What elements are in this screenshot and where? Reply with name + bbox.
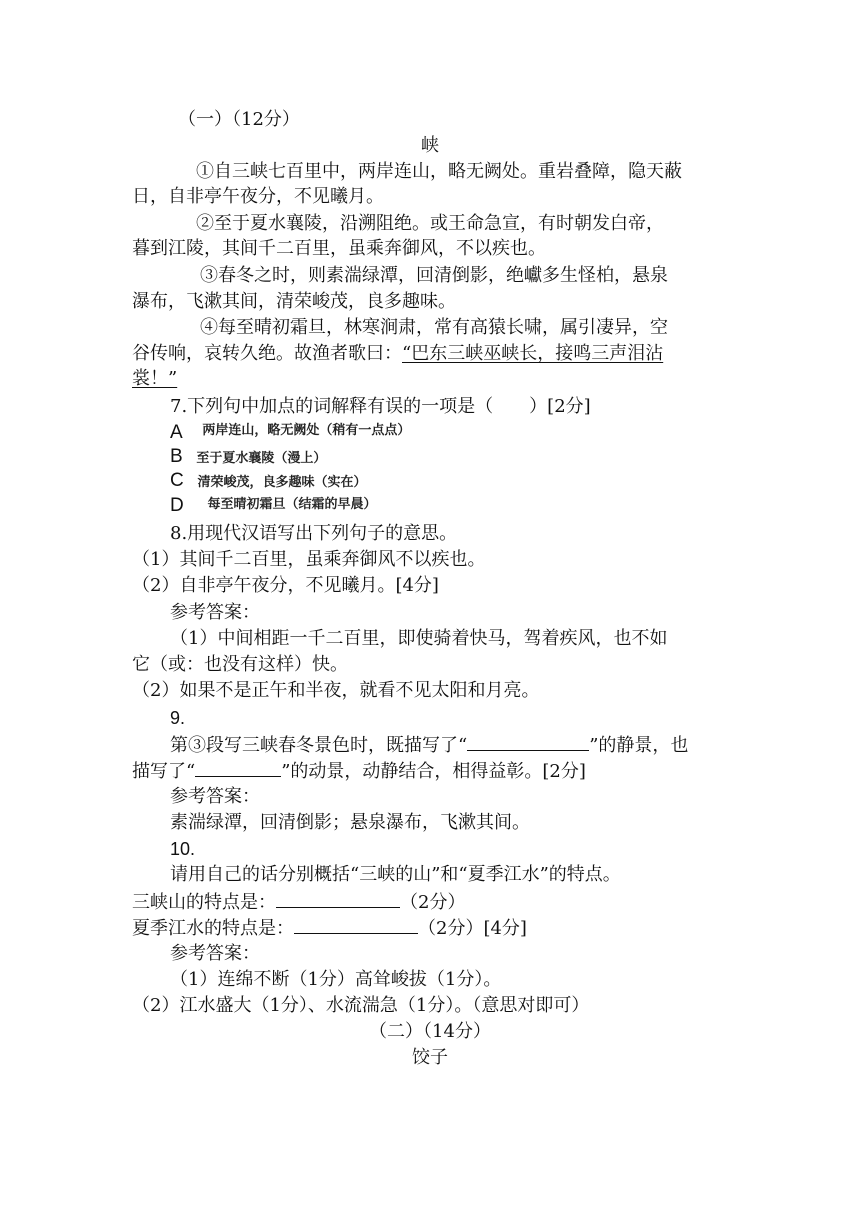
q7-option-a bbox=[170, 421, 410, 447]
q10-text: （2分） bbox=[400, 892, 466, 913]
q9-answer: 素湍绿潭，回清倒影；悬泉瀑布，飞漱其间。 bbox=[170, 812, 530, 833]
passage-p1-line2: 日，自非亭午夜分，不见曦月。 bbox=[132, 186, 384, 207]
option-letter: C bbox=[170, 470, 184, 491]
q8-answer-1-line1: （1）中间相距一千二百里，即使骑着快马，驾着疾风，也不如 bbox=[170, 628, 668, 649]
fisherman-song-end: 裳！” bbox=[132, 368, 178, 389]
answer-blank-4[interactable] bbox=[294, 915, 418, 934]
option-letter: B bbox=[170, 446, 183, 467]
q8-sentence-2: （2）自非亭午夜分，不见曦月。[4分] bbox=[132, 575, 439, 596]
option-text: 清荣峻茂，良多趣味（实在） bbox=[197, 475, 367, 490]
q9-number: 9. bbox=[170, 708, 186, 728]
passage-p1-line1: ①自三峡七百里中，两岸连山，略无阙处。重岩叠障，隐天蔽 bbox=[196, 161, 682, 182]
passage-p4-line2 bbox=[132, 342, 663, 368]
q9-text: ”的静景，也 bbox=[589, 735, 689, 756]
q9-text: 描写了“ bbox=[132, 761, 196, 782]
option-letter: A bbox=[170, 422, 183, 443]
q9-reference-label: 参考答案： bbox=[170, 786, 260, 807]
q10-text: （2分）[4分] bbox=[418, 918, 527, 939]
q10-answer-2: （2）江水盛大（1分）、水流湍急（1分）。（意思对即可） bbox=[132, 995, 590, 1016]
section-heading: （一）（12分） bbox=[178, 109, 300, 130]
q9-stem-line1 bbox=[170, 732, 688, 758]
q10-text: 三峡山的特点是： bbox=[132, 892, 276, 913]
q8-answer-2: （2）如果不是正午和半夜，就看不见太阳和月亮。 bbox=[132, 680, 540, 701]
q10-answer-1: （1）连绵不断（1分）高耸峻拔（1分）。 bbox=[170, 969, 502, 990]
passage-title: 峡 bbox=[421, 135, 439, 156]
q8-reference-label: 参考答案： bbox=[170, 602, 260, 623]
q10-stem: 请用自己的话分别概括“三峡的山”和“夏季江水”的特点。 bbox=[170, 864, 621, 885]
q8-stem: 8.用现代汉语写出下列句子的意思。 bbox=[170, 523, 458, 544]
q10-line-mountain bbox=[132, 889, 465, 915]
answer-blank-1[interactable] bbox=[467, 732, 589, 751]
q9-text: ”的动景，动静结合，相得益彰。[2分] bbox=[281, 761, 586, 782]
answer-blank-2[interactable] bbox=[195, 758, 281, 777]
q10-reference-label: 参考答案： bbox=[170, 943, 260, 964]
section2-title: 饺子 bbox=[412, 1047, 448, 1068]
q8-sentence-1: （1）其间千二百里，虽乘奔御风不以疾也。 bbox=[132, 549, 486, 570]
fisherman-song: “巴东三峡巫峡长，接鸣三声泪沾 bbox=[402, 343, 664, 364]
passage-p4-text: 谷传响，哀转久绝。故渔者歌曰： bbox=[132, 343, 402, 364]
passage-p3-line2: 瀑布，飞漱其间，清荣峻茂，良多趣味。 bbox=[132, 291, 456, 312]
option-text: 两岸连山，略无阙处（稍有一点点） bbox=[202, 423, 411, 438]
q7-option-b bbox=[170, 445, 326, 471]
passage-p3-line1: ③春冬之时，则素湍绿潭，回清倒影，绝巘多生怪柏，悬泉 bbox=[200, 265, 668, 286]
q10-text: 夏季江水的特点是： bbox=[132, 918, 294, 939]
q9-text: 第③段写三峡春冬景色时，既描写了“ bbox=[170, 735, 468, 756]
option-text: 至于夏水襄陵（漫上） bbox=[196, 451, 327, 466]
option-letter: D bbox=[170, 495, 184, 516]
q7-stem: 7.下列句中加点的词解释有误的一项是（ ）[2分] bbox=[170, 396, 591, 417]
answer-blank-3[interactable] bbox=[276, 889, 400, 908]
section2-heading: （二）（14分） bbox=[369, 1021, 491, 1042]
q9-stem-line2 bbox=[132, 758, 586, 784]
q10-line-river bbox=[132, 915, 527, 941]
passage-p2-line1: ②至于夏水襄陵，沿溯阻绝。或王命急宣，有时朝发白帝， bbox=[196, 213, 664, 234]
q8-answer-1-line2: 它（或：也没有这样）快。 bbox=[132, 654, 348, 675]
option-text: 每至晴初霜旦（结霜的早晨） bbox=[207, 497, 377, 512]
passage-p2-line2: 暮到江陵，其间千二百里，虽乘奔御风，不以疾也。 bbox=[132, 238, 546, 259]
q7-option-c bbox=[170, 469, 366, 495]
q7-option-d bbox=[170, 494, 376, 520]
q10-number: 10. bbox=[170, 839, 196, 859]
passage-p4-line1: ④每至晴初霜旦，林寒涧肃，常有高猿长啸，属引凄异，空 bbox=[200, 317, 668, 338]
